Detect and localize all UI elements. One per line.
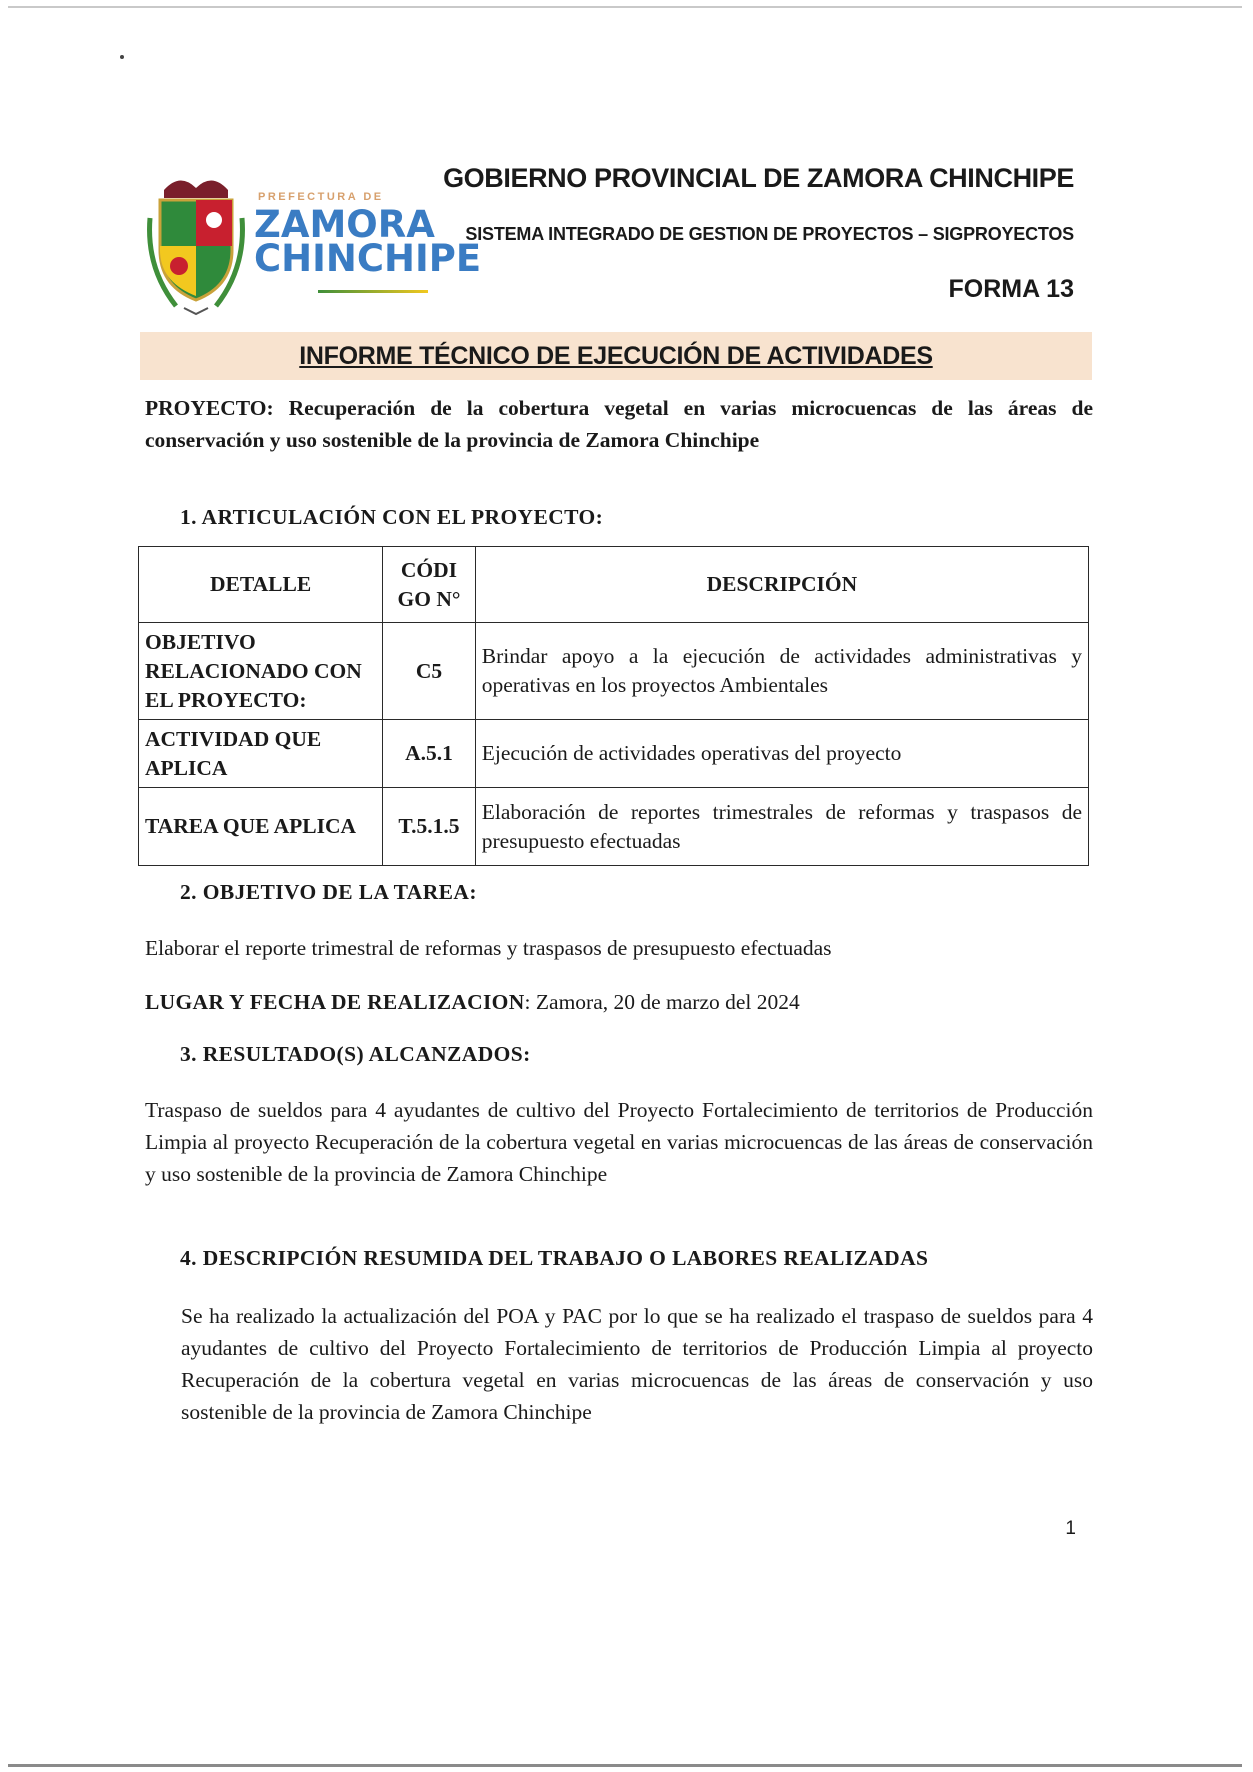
header-detalle: DETALLE (139, 547, 383, 623)
row-detalle: OBJETIVO RELACIONADO CON EL PROYECTO: (139, 623, 383, 720)
prefectura-logo (146, 168, 482, 318)
row-detalle: TAREA QUE APLICA (139, 788, 383, 866)
logo-chinchipe-text: CHINCHIPE (254, 237, 482, 280)
report-title: INFORME TÉCNICO DE EJECUCIÓN DE ACTIVIDADES (299, 342, 933, 370)
system-title: SISTEMA INTEGRADO DE GESTION DE PROYECTOS – SIGPROYECTOS (465, 224, 1074, 244)
scan-speck (120, 55, 124, 59)
logo-prefectura-text: PREFECTURA DE (258, 191, 384, 203)
results-text: Traspaso de sueldos para 4 ayudantes de cultivo del Proyecto Fortalecimiento de territorios de Producción Limpia al proyecto Recuperación de la cobertura vegetal en varias microcuencas de las áreas de conservación y uso sostenible de la provincia de Zamora Chinchipe (145, 1098, 1093, 1186)
table-row (139, 623, 1089, 720)
row-descripcion: Elaboración de reportes trimestrales de reformas y traspasos de presupuesto efectuadas (475, 788, 1088, 866)
logo-zamora-text: ZAMORA (254, 203, 435, 246)
section-1-title: 1. ARTICULACIÓN CON EL PROYECTO: (180, 505, 604, 529)
header-descripcion: DESCRIPCIÓN (475, 547, 1088, 623)
place-date-label: LUGAR Y FECHA DE REALIZACION (145, 990, 525, 1014)
section-4-title: 4. DESCRIPCIÓN RESUMIDA DEL TRABAJO O LABORES REALIZADAS (180, 1246, 929, 1270)
place-date: LUGAR Y FECHA DE REALIZACION: Zamora, 20 de marzo del 2024 (145, 990, 800, 1014)
project-paragraph: PROYECTO: Recuperación de la cobertura vegetal en varias microcuencas de las áreas de conservación y uso sostenible de la provincia de Zamora Chinchipe (145, 396, 1093, 452)
project-label: PROYECTO (145, 396, 267, 420)
articulation-table (138, 546, 1089, 866)
row-descripcion: Brindar apoyo a la ejecución de actividades administrativas y operativas en los proyectos Ambientales (475, 623, 1088, 720)
work-description-text: Se ha realizado la actualización del POA y PAC por lo que se ha realizado el traspaso de sueldos para 4 ayudantes de cultivo del Proyecto Fortalecimiento de territorios de Producción Limpia al proyecto Recuperación de la cobertura vegetal en varias microcuencas de las áreas de conservación y uso sostenible de la provincia de Zamora Chinchipe (181, 1304, 1093, 1424)
form-number: FORMA 13 (948, 275, 1074, 303)
row-codigo: C5 (383, 623, 476, 720)
government-title: GOBIERNO PROVINCIAL DE ZAMORA CHINCHIPE (443, 163, 1074, 193)
section-3-title: 3. RESULTADO(S) ALCANZADOS: (180, 1042, 531, 1066)
row-codigo: A.5.1 (383, 720, 476, 788)
header-codigo: CÓDI GO N° (383, 547, 476, 623)
row-detalle: ACTIVIDAD QUE APLICA (139, 720, 383, 788)
logo-underline (318, 290, 428, 293)
project-text: Recuperación de la cobertura vegetal en varias microcuencas de las áreas de conservación y uso sostenible de la provincia de Zamora Chinchipe (145, 396, 1093, 452)
place-date-value: Zamora, 20 de marzo del 2024 (535, 990, 800, 1014)
table-header-row (139, 547, 1089, 623)
task-objective-text: Elaborar el reporte trimestral de reformas y traspasos de presupuesto efectuadas (145, 936, 832, 960)
coat-of-arms-icon (146, 168, 246, 318)
report-title-banner (140, 332, 1092, 380)
table-row (139, 788, 1089, 866)
table-row (139, 720, 1089, 788)
section-2-title: 2. OBJETIVO DE LA TAREA: (180, 880, 477, 904)
page-number: 1 (1065, 1518, 1076, 1539)
row-codigo: T.5.1.5 (383, 788, 476, 866)
row-descripcion: Ejecución de actividades operativas del proyecto (475, 720, 1088, 788)
document-page (8, 6, 1242, 1767)
